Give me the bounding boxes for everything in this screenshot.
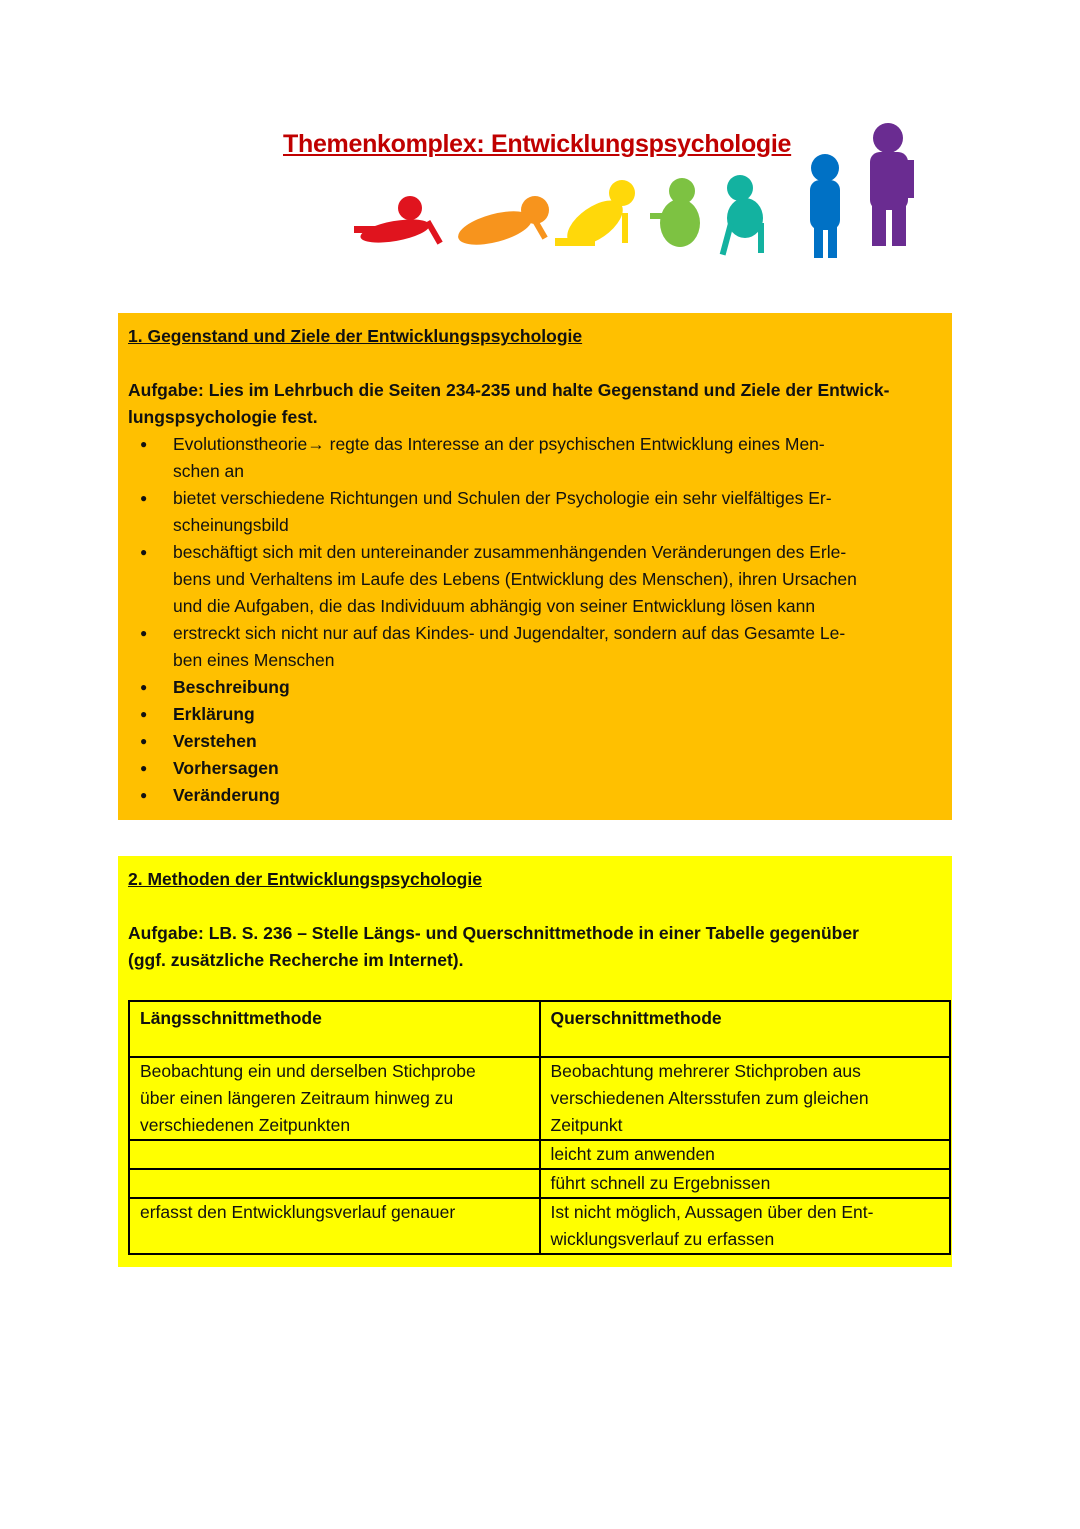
- section-methods: [118, 856, 952, 1267]
- table-row: [129, 1057, 950, 1140]
- table-cell: Beobachtung ein und derselben Stichprobe über einen längeren Zeitraum hinweg zu verschiedenen Zeitpunkten: [129, 1057, 540, 1140]
- table-cell: erfasst den Entwicklungsverlauf genauer: [129, 1198, 540, 1254]
- table-row: [129, 1169, 950, 1198]
- goal-item: ● Verstehen: [128, 728, 952, 755]
- child-development-illustration: [340, 118, 930, 303]
- goal-item: ● Veränderung: [128, 782, 952, 809]
- goal-item: ● Beschreibung: [128, 674, 952, 701]
- baby-yellow: [555, 180, 635, 254]
- task-text: [128, 920, 952, 974]
- task-line: lungspsychologie fest.: [128, 407, 318, 427]
- table-cell: [129, 1140, 540, 1169]
- toddler-blue: [810, 154, 840, 258]
- table-cell: leicht zum anwenden: [540, 1140, 951, 1169]
- section-subject-and-goals: [118, 313, 952, 820]
- list-item: ● erstreckt sich nicht nur auf das Kindes- und Jugendalter, sondern auf das Gesamte Le- ben eines Menschen: [128, 620, 952, 674]
- task-line: Aufgabe: LB. S. 236 – Stelle Längs- und Querschnittmethode in einer Tabelle gegenüber: [128, 923, 859, 943]
- baby-red: [354, 196, 443, 247]
- column-header: Querschnittmethode: [540, 1001, 951, 1057]
- table-cell: Beobachtung mehrerer Stichproben aus verschiedenen Altersstufen zum gleichen Zeitpunkt: [540, 1057, 951, 1140]
- baby-orange: [455, 196, 549, 251]
- task-text: [128, 377, 952, 431]
- baby-green: [650, 178, 700, 247]
- table-row: [129, 1198, 950, 1254]
- goal-item: ● Vorhersagen: [128, 755, 952, 782]
- methods-comparison-table: [128, 1000, 951, 1255]
- baby-teal: [720, 175, 764, 255]
- task-line: (ggf. zusätzliche Recherche im Internet).: [128, 950, 464, 970]
- table-row: [129, 1140, 950, 1169]
- section-heading: 2. Methoden der Entwicklungspsychologie: [128, 869, 482, 889]
- task-line: Aufgabe: Lies im Lehrbuch die Seiten 234-235 und halte Gegenstand und Ziele der Entwick-: [128, 380, 890, 400]
- column-header: Längsschnittmethode: [129, 1001, 540, 1057]
- goal-item: ● Erklärung: [128, 701, 952, 728]
- table-cell: führt schnell zu Ergebnissen: [540, 1169, 951, 1198]
- table-cell: Ist nicht möglich, Aussagen über den Ent- wicklungsverlauf zu erfassen: [540, 1198, 951, 1254]
- list-item: ● bietet verschiedene Richtungen und Schulen der Psychologie ein sehr vielfältiges Er- scheinungsbild: [128, 485, 952, 539]
- page-title: Themenkomplex: Entwicklungspsychologie: [283, 130, 792, 158]
- child-purple: [870, 123, 914, 246]
- table-cell: [129, 1169, 540, 1198]
- bullet-list: [128, 431, 952, 809]
- section-heading: 1. Gegenstand und Ziele der Entwicklungspsychologie: [128, 326, 583, 346]
- list-item: ● Evolutionstheorie→ regte das Interesse an der psychischen Entwicklung eines Men- schen an: [128, 431, 952, 485]
- list-item: ● beschäftigt sich mit den untereinander zusammenhängenden Veränderungen des Erle- bens und Verhaltens im Laufe des Lebens (Entwicklung des Menschen), ihren Ursachen und die Aufgaben, die das Individuum abhängig von seiner Entwicklung lösen kann: [128, 539, 952, 620]
